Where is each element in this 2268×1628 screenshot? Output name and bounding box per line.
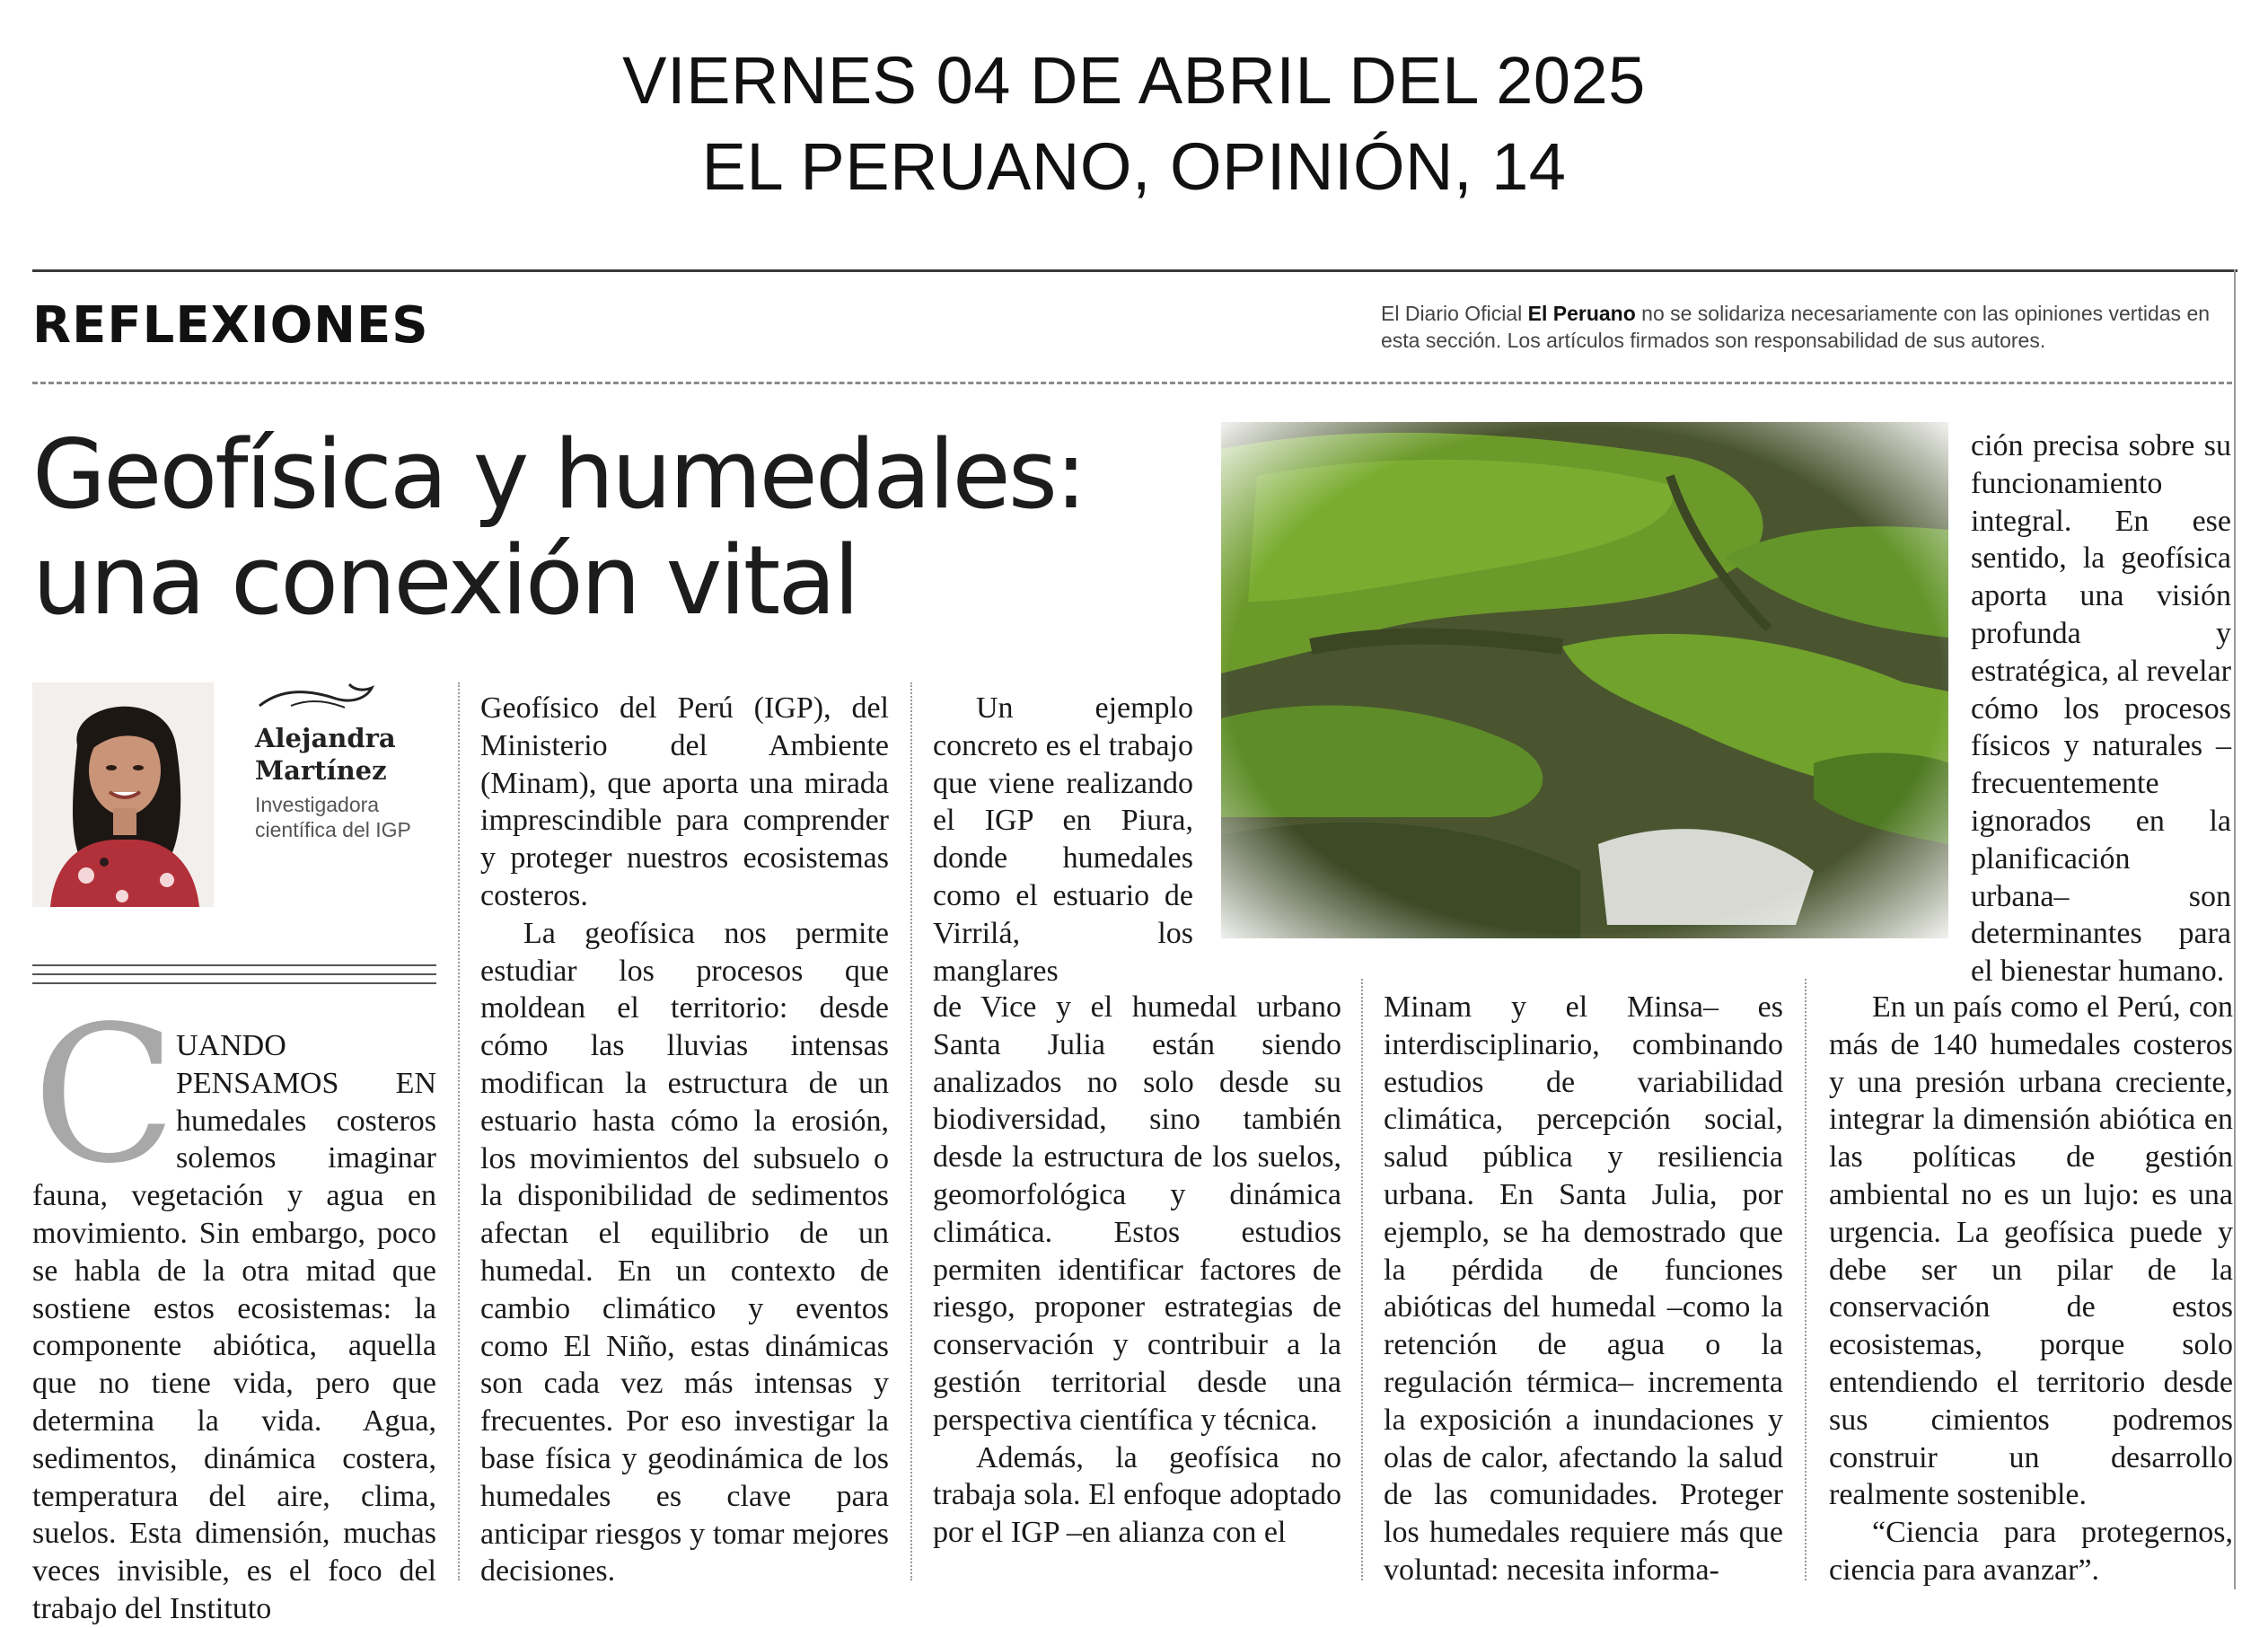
col5-paragraph-1: ción precisa sobre su funcionamiento integral. En ese sentido, la geofísica aporta una visión profunda y estratégica, al revelar cómo los procesos físicos y naturales –frecuentemente ignorados en la planificación urbana– son determinantes para el bienestar humano. bbox=[1971, 429, 2231, 989]
aerial-wetland-photo bbox=[1221, 422, 1948, 938]
col1-paragraph-1 bbox=[32, 1027, 436, 1628]
headline-line-2: una conexión vital bbox=[32, 525, 857, 636]
author-role bbox=[255, 792, 453, 842]
column-5-top bbox=[1971, 427, 2231, 990]
author-name-line-1: Alejandra bbox=[255, 723, 396, 753]
headline-line-1: Geofísica y humedales: bbox=[32, 419, 1085, 530]
column-3-top bbox=[933, 690, 1193, 990]
author-name bbox=[255, 722, 435, 787]
col2-paragraph-2: La geofísica nos permite estudiar los procesos que moldean el territorio: desde cómo las lluvias intensas modifican la estructura de un estuario hasta cómo la erosión, los movimientos del subsuelo o la disponibilidad de sedimentos afectan el equilibrio de un humedal. En un contexto de cambio climático y eventos como El Niño, estas dinámicas son cada vez más intensas y frecuentes. Por eso investigar la base física y geodinámica de los humedales es clave para anticipar riesgos y tomar mejores decisiones. bbox=[480, 916, 889, 1588]
col1-paragraph-1-text: UANDO PENSAMOS EN humedales costeros solemos imaginar fauna, vegetación y agua en movimiento. Sin embargo, poco se habla de la otra mitad que sostiene estos ecosistemas: la componente abiótica, aquella que no tiene vida, pero que determina la vida. Agua, sedimentos, dinámica costera, temperatura del aire, clima, suelos. Esta dimensión, muchas veces invisible, es el foco del trabajo del Instituto bbox=[32, 1029, 436, 1625]
top-rule bbox=[32, 269, 2237, 272]
column-separator-1 bbox=[458, 682, 460, 1580]
column-4 bbox=[1384, 989, 1783, 1589]
col3-paragraph-2: Además, la geofísica no trabaja sola. El enfoque adoptado por el IGP –en alianza con el bbox=[933, 1440, 1341, 1550]
column-1 bbox=[32, 1027, 436, 1628]
col3-paragraph-1b: de Vice y el humedal urbano Santa Julia están siendo analizados no solo desde su biodiversidad, sino también desde la estructura de los suelos, geomorfológica y dinámica climática. Estos estudios permiten identificar factores de riesgo, proponer estrategias de conservación y contribuir a la gestión territorial desde una perspectiva científica y técnica. bbox=[933, 990, 1341, 1437]
column-separator-2 bbox=[910, 682, 912, 1580]
disclaimer-pre: El Diario Oficial bbox=[1381, 302, 1528, 325]
disclaimer-brand: El Peruano bbox=[1527, 302, 1636, 325]
col3-paragraph-1a: Un ejemplo concreto es el trabajo que viene realizando el IGP en Piura, donde humedales como el estuario de Virrilá, los manglares bbox=[933, 691, 1193, 988]
column-separator-3 bbox=[1361, 979, 1363, 1580]
disclaimer bbox=[1381, 300, 2234, 354]
headline bbox=[32, 419, 1200, 636]
column-3-bottom bbox=[933, 989, 1341, 1552]
column-5-bottom bbox=[1829, 989, 2233, 1589]
col2-paragraph-1: Geofísico del Perú (IGP), del Ministerio del Ambiente (Minam), que aporta una mirada imprescindible para comprender y proteger nuestros ecosistemas costeros. bbox=[480, 691, 889, 912]
drop-cap: C bbox=[32, 985, 177, 1205]
disclaimer-post: no se solidariza necesariamente con las opiniones vertidas en esta sección. Los artículos firmados son responsabilidad de sus autores. bbox=[1381, 302, 2211, 352]
drop-cap-space bbox=[32, 1027, 176, 1162]
dashed-rule bbox=[32, 382, 2232, 384]
author-portrait bbox=[32, 682, 214, 907]
col5-paragraph-2: En un país como el Perú, con más de 140 humedales costeros y una presión urbana creciente, integrar la dimensión abiótica en las políticas de gestión ambiental no es un lujo: es una urgencia. La geofísica puede y debe ser un pilar de la conservación de estos ecosistemas, porque solo entendiendo el territorio desde sus cimientos podremos construir un desarrollo realmente sostenible. bbox=[1829, 990, 2233, 1512]
author-rule-mid bbox=[32, 973, 436, 975]
author-rule-top bbox=[32, 964, 436, 966]
column-separator-4 bbox=[1805, 979, 1806, 1580]
publication-line: EL PERUANO, OPINIÓN, 14 bbox=[701, 129, 1567, 204]
author-role-line-1: Investigadora bbox=[255, 793, 380, 816]
date-line: VIERNES 04 DE ABRIL DEL 2025 bbox=[622, 43, 1646, 118]
author-role-line-2: científica del IGP bbox=[255, 818, 411, 841]
section-label: REFLEXIONES bbox=[32, 296, 429, 355]
right-rule bbox=[2234, 269, 2236, 1589]
flourish-ornament bbox=[255, 679, 381, 715]
col5-paragraph-3: “Ciencia para protegernos, ciencia para avanzar”. bbox=[1829, 1516, 2233, 1587]
col4-paragraph-1: Minam y el Minsa– es interdisciplinario, combinando estudios de variabilidad climática, percepción social, salud pública y resiliencia urbana. En Santa Julia, por ejemplo, se ha demostrado que la pérdida de funciones abióticas del humedal –como la retención de agua o la regulación térmica– incrementa la exposición a inundaciones y olas de calor, afectando la salud de las comunidades. Proteger los humedales requiere más que voluntad: necesita informa- bbox=[1384, 990, 1783, 1587]
author-name-line-2: Martínez bbox=[255, 755, 387, 786]
column-2 bbox=[480, 690, 889, 1590]
author-rule-bottom bbox=[32, 982, 436, 984]
